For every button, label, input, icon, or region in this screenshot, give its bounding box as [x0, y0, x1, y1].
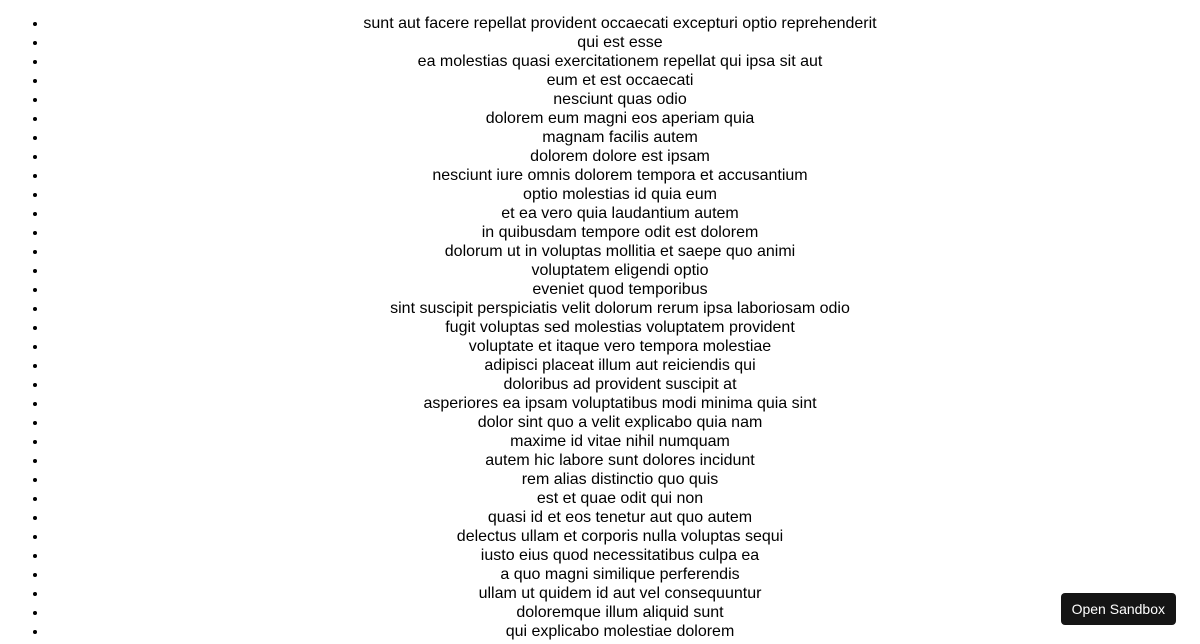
post-title-item: • optio molestias id quia eum [48, 185, 1192, 204]
post-title-item: • eveniet quod temporibus [48, 280, 1192, 299]
post-title-item: • a quo magni similique perferendis [48, 565, 1192, 584]
post-title-item: • et ea vero quia laudantium autem [48, 204, 1192, 223]
post-title-item: • sint suscipit perspiciatis velit dolorum rerum ipsa laboriosam odio [48, 299, 1192, 318]
post-title-item: • voluptatem eligendi optio [48, 261, 1192, 280]
post-title-item: • voluptate et itaque vero tempora molestiae [48, 337, 1192, 356]
post-title-item: • qui est esse [48, 33, 1192, 52]
post-title-item: • in quibusdam tempore odit est dolorem [48, 223, 1192, 242]
post-title-item: • delectus ullam et corporis nulla voluptas sequi [48, 527, 1192, 546]
post-title-item: • adipisci placeat illum aut reiciendis qui [48, 356, 1192, 375]
post-title-item: • dolorum ut in voluptas mollitia et saepe quo animi [48, 242, 1192, 261]
post-title-item: • est et quae odit qui non [48, 489, 1192, 508]
post-title-item: • ullam ut quidem id aut vel consequuntur [48, 584, 1192, 603]
post-title-item: • iusto eius quod necessitatibus culpa ea [48, 546, 1192, 565]
post-title-item: • nesciunt iure omnis dolorem tempora et accusantium [48, 166, 1192, 185]
post-title-item: • dolorem dolore est ipsam [48, 147, 1192, 166]
post-title-item: • nesciunt quas odio [48, 90, 1192, 109]
post-title-list [0, 14, 1200, 641]
post-title-item: • sunt aut facere repellat provident occaecati excepturi optio reprehenderit [48, 14, 1192, 33]
post-title-item: • dolor sint quo a velit explicabo quia nam [48, 413, 1192, 432]
post-title-item: • doloribus ad provident suscipit at [48, 375, 1192, 394]
open-sandbox-button[interactable]: Open Sandbox [1061, 593, 1176, 625]
post-title-item: • qui explicabo molestiae dolorem [48, 622, 1192, 641]
post-title-item: • eum et est occaecati [48, 71, 1192, 90]
post-title-item: • autem hic labore sunt dolores incidunt [48, 451, 1192, 470]
post-title-item: • rem alias distinctio quo quis [48, 470, 1192, 489]
post-title-item: • dolorem eum magni eos aperiam quia [48, 109, 1192, 128]
post-title-item: • maxime id vitae nihil numquam [48, 432, 1192, 451]
post-title-item: • doloremque illum aliquid sunt [48, 603, 1192, 622]
post-title-item: • quasi id et eos tenetur aut quo autem [48, 508, 1192, 527]
post-title-item: • asperiores ea ipsam voluptatibus modi minima quia sint [48, 394, 1192, 413]
post-title-item: • fugit voluptas sed molestias voluptatem provident [48, 318, 1192, 337]
post-title-item: • magnam facilis autem [48, 128, 1192, 147]
post-title-item: • ea molestias quasi exercitationem repellat qui ipsa sit aut [48, 52, 1192, 71]
